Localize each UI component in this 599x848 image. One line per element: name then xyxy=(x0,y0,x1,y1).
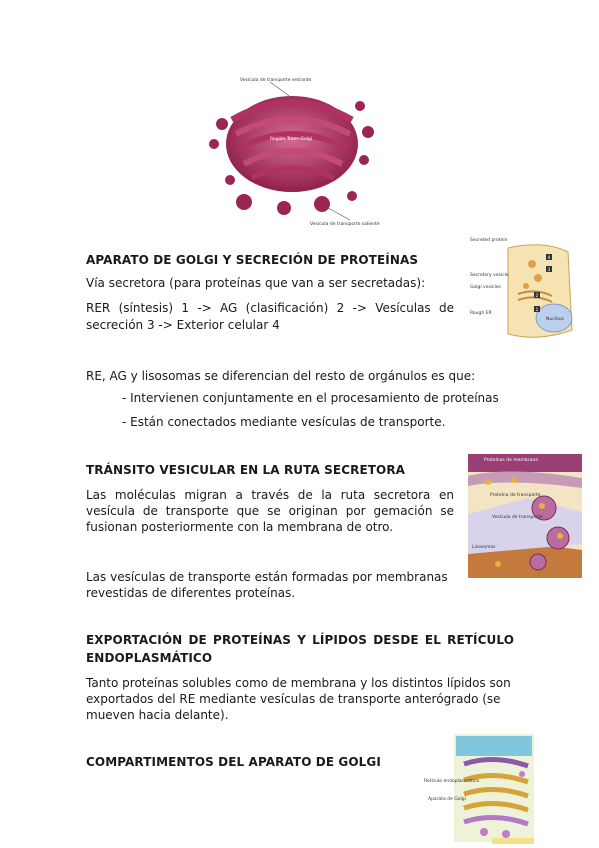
vesicle xyxy=(216,118,228,130)
section-heading: APARATO DE GOLGI Y SECRECIÓN DE PROTEÍNAS xyxy=(86,253,419,267)
figure-label: Golgi vesicles xyxy=(470,285,501,290)
paragraph: vesícula de transporte que se originan por gemación se xyxy=(86,504,454,518)
paragraph: RER (síntesis) 1 -> AG (clasificación) 2 -> Vesículas de xyxy=(86,301,454,315)
vesicular-transport-figure xyxy=(468,454,582,578)
secretory-cell-figure xyxy=(468,234,580,344)
vesicle xyxy=(480,828,488,836)
vesicle xyxy=(209,139,219,149)
protein xyxy=(557,533,563,539)
figure-label: Aparato de Golgi xyxy=(428,797,466,802)
vesicle xyxy=(530,554,546,570)
figure-label: Nucleus xyxy=(546,317,564,322)
figure-label: Vesícula de transporte saliente xyxy=(310,222,380,227)
protein xyxy=(511,477,517,483)
section-heading: TRÁNSITO VESICULAR EN LA RUTA SECRETORA xyxy=(86,463,406,477)
vesicle xyxy=(362,126,374,138)
figure-label: Proteína de transporte xyxy=(490,493,541,498)
vesicle xyxy=(225,175,235,185)
figure-label: Región Cis-Golgi xyxy=(282,88,319,93)
figure-label: Retículo endoplasmático xyxy=(424,779,480,784)
section-heading: EXPORTACIÓN DE PROTEÍNAS Y LÍPIDOS DESDE EL RETÍCULO xyxy=(86,633,514,647)
vesicle xyxy=(528,260,536,268)
vesicle xyxy=(519,771,525,777)
protein xyxy=(539,503,545,509)
list-item: - Intervienen conjuntamente en el procesamiento de proteínas xyxy=(122,391,499,405)
figure-label: Vesícula de transporte xyxy=(492,515,543,520)
vesicle xyxy=(277,201,291,215)
golgi-apparatus-figure xyxy=(200,72,380,228)
figure-label: Vesícula de transporte entrante xyxy=(240,78,312,83)
figure-label: Secretory vesicle xyxy=(470,273,509,278)
paragraph: RE, AG y lisosomas se diferencian del resto de orgánulos es que: xyxy=(86,369,476,383)
step-number: 2 xyxy=(535,294,539,299)
figure-label: Región Trans-Golgi xyxy=(270,137,313,142)
step-number: 4 xyxy=(547,256,551,261)
paragraph: Tanto proteínas solubles como de membrana y los distintos lípidos son xyxy=(86,676,511,690)
vesicle xyxy=(347,191,357,201)
vesicle xyxy=(236,194,252,210)
membrane-band xyxy=(468,454,582,472)
er-region xyxy=(456,736,532,756)
paragraph: Vía secretora (para proteínas que van a ser secretadas): xyxy=(86,276,426,290)
paragraph: Las moléculas migran a través de la ruta secretora en xyxy=(86,488,454,502)
paragraph: mueven hacia delante). xyxy=(86,708,229,722)
vesicle xyxy=(523,283,529,289)
protein xyxy=(495,561,501,567)
figure-label: Proteínas de membrana xyxy=(484,458,538,463)
section-heading: ENDOPLASMÁTICO xyxy=(86,651,213,665)
figure-label: Rough ER xyxy=(470,311,492,316)
paragraph: exportados del RE mediante vesículas de transporte anterógrado (se xyxy=(86,692,501,706)
list-item: - Están conectados mediante vesículas de transporte. xyxy=(122,415,446,429)
paragraph: revestidas de diferentes proteínas. xyxy=(86,586,296,600)
paragraph: Las vesículas de transporte están formadas por membranas xyxy=(86,570,448,584)
caption-band xyxy=(492,838,534,844)
vesicle xyxy=(314,196,330,212)
figure-label: Lisosomas xyxy=(472,545,496,550)
figure-label: Secreted protein xyxy=(470,238,508,243)
paragraph: secreción 3 -> Exterior celular 4 xyxy=(86,318,280,332)
paragraph: fusionan posteriormente con la membrana de otro. xyxy=(86,520,394,534)
golgi-compartments-figure xyxy=(424,734,534,846)
section-heading: COMPARTIMENTOS DEL APARATO DE GOLGI xyxy=(86,755,381,769)
vesicle xyxy=(355,101,365,111)
protein xyxy=(485,479,491,485)
step-number: 3 xyxy=(547,268,551,273)
vesicle xyxy=(534,274,542,282)
step-number: 1 xyxy=(535,308,539,313)
vesicle xyxy=(502,830,510,838)
vesicle xyxy=(359,155,369,165)
